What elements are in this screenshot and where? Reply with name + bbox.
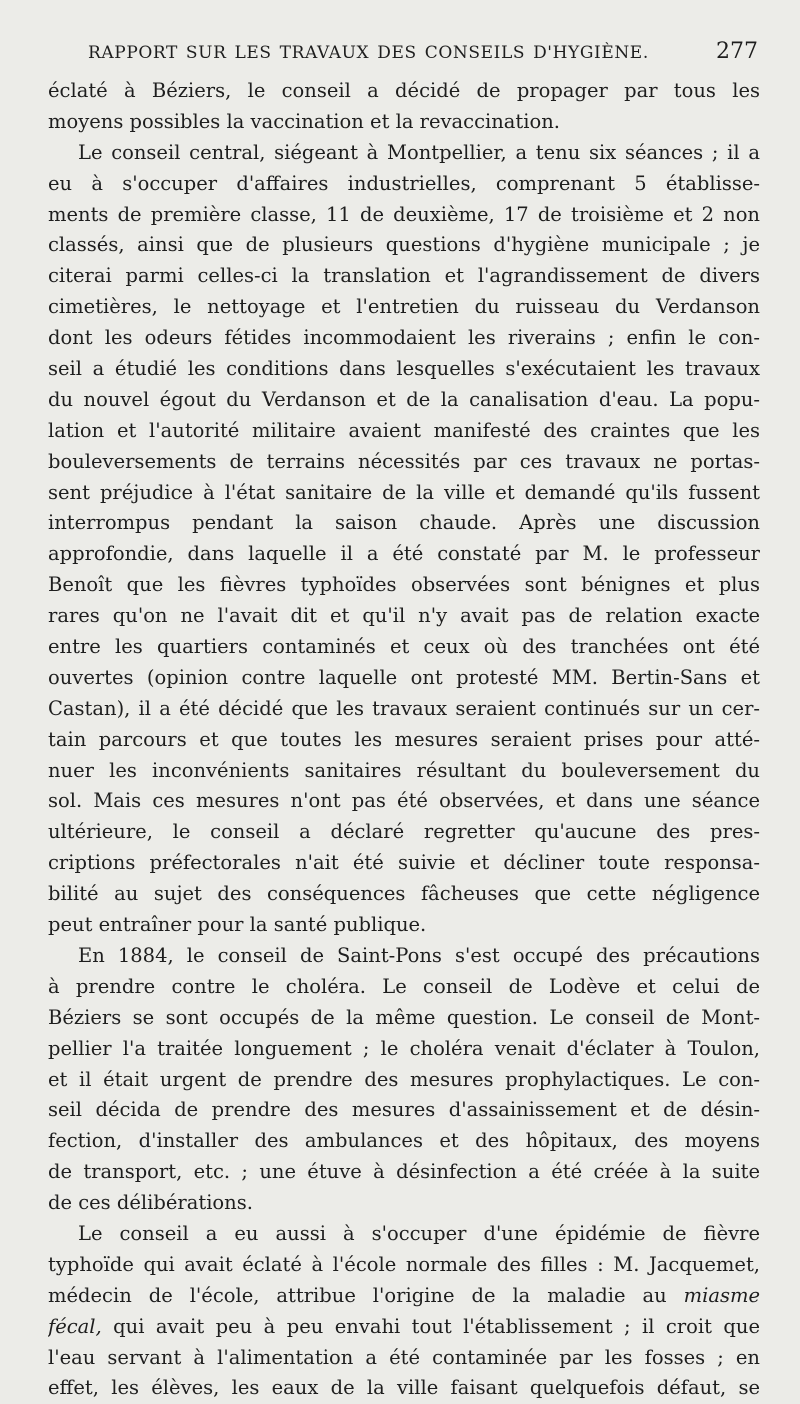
text-line: entre les quartiers contaminés et ceux où des tranchées ont été bbox=[48, 635, 760, 659]
text-line: sent préjudice à l'état sanitaire de la ville et demandé qu'ils fussent bbox=[48, 480, 760, 504]
text-line: dont les odeurs fétides incommodaient les riverains ; enfin le con- bbox=[48, 326, 760, 350]
text-line: Benoît que les fièvres typhoïdes observées sont bénignes et plus bbox=[48, 573, 760, 597]
text-line: seil a étudié les conditions dans lesquelles s'exécutaient les travaux bbox=[48, 357, 760, 381]
text-line: nuer les inconvénients sanitaires résultant du bouleversement du bbox=[48, 758, 760, 782]
text-line: ultérieure, le conseil a déclaré regretter qu'aucune des pres- bbox=[48, 820, 760, 844]
text-line: classés, ainsi que de plusieurs questions d'hygiène municipale ; je bbox=[48, 233, 760, 257]
text-line: cimetières, le nettoyage et l'entretien du ruisseau du Verdanson bbox=[48, 295, 760, 319]
text-line: de ces délibérations. bbox=[48, 1191, 253, 1215]
text-segment: qui avait peu à peu envahi tout l'établissement ; il croit que bbox=[101, 1314, 760, 1338]
body-text bbox=[48, 76, 760, 1404]
text-line: l'eau servant à l'alimentation a été contaminée par les fosses ; en bbox=[48, 1345, 760, 1369]
text-line: tain parcours et que toutes les mesures seraient prises pour atté- bbox=[48, 727, 760, 751]
text-line bbox=[48, 1281, 760, 1312]
text-line: rares qu'on ne l'avait dit et qu'il n'y avait pas de relation exacte bbox=[48, 604, 760, 628]
text-line: typhoïde qui avait éclaté à l'école normale des filles : M. Jacquemet, bbox=[48, 1252, 760, 1276]
text-line: eu à s'occuper d'affaires industrielles, comprenant 5 établisse- bbox=[48, 171, 760, 195]
text-line: éclaté à Béziers, le conseil a décidé de propager par tous les bbox=[48, 79, 760, 102]
text-line: du nouvel égout du Verdanson et de la canalisation d'eau. La popu- bbox=[48, 387, 760, 411]
text-line: de transport, etc. ; une étuve à désinfection a été créée à la suite bbox=[48, 1160, 760, 1184]
text-line: peut entraîner pour la santé publique. bbox=[48, 913, 427, 937]
text-line: sol. Mais ces mesures n'ont pas été observées, et dans une séance bbox=[48, 789, 760, 813]
text-line: approfondie, dans laquelle il a été constaté par M. le professeur bbox=[48, 542, 760, 566]
running-header bbox=[48, 30, 760, 74]
text-line: En 1884, le conseil de Saint-Pons s'est occupé des précautions bbox=[78, 943, 760, 967]
text-line: criptions préfectorales n'ait été suivie et décliner toute responsa- bbox=[48, 851, 760, 875]
text-line: à prendre contre le choléra. Le conseil de Lodève et celui de bbox=[48, 974, 760, 998]
text-segment: médecin de l'école, attribue l'origine de la maladie au bbox=[48, 1283, 667, 1307]
text-line: seil décida de prendre des mesures d'assainissement et de désin- bbox=[48, 1098, 760, 1122]
text-line: Béziers se sont occupés de la même question. Le conseil de Mont- bbox=[48, 1005, 760, 1029]
text-line: Castan), il a été décidé que les travaux seraient continués sur un cer- bbox=[48, 696, 760, 720]
italic-term: fécal, bbox=[48, 1314, 102, 1338]
running-title: RAPPORT SUR LES TRAVAUX DES CONSEILS D'HYGIÈNE. bbox=[88, 43, 649, 63]
text-line: ments de première classe, 11 de deuxième, 17 de troisième et 2 non bbox=[48, 202, 760, 226]
text-line: citerai parmi celles-ci la translation et l'agrandissement de divers bbox=[48, 264, 760, 288]
text-line: fection, d'installer des ambulances et des hôpitaux, des moyens bbox=[48, 1129, 760, 1153]
text-line: ouvertes (opinion contre laquelle ont protesté MM. Bertin-Sans et bbox=[48, 665, 760, 689]
text-line: interrompus pendant la saison chaude. Après une discussion bbox=[48, 511, 760, 535]
text-line: Le conseil central, siégeant à Montpellier, a tenu six séances ; il a bbox=[78, 140, 760, 164]
page-number: 277 bbox=[716, 39, 758, 64]
italic-term: miasme bbox=[683, 1283, 760, 1307]
text-line: moyens possibles la vaccination et la revaccination. bbox=[48, 109, 560, 133]
text-line: bilité au sujet des conséquences fâcheuses que cette négligence bbox=[48, 882, 760, 906]
text-line: Le conseil a eu aussi à s'occuper d'une épidémie de fièvre bbox=[78, 1221, 760, 1245]
text-line bbox=[48, 1312, 760, 1343]
text-line: bouleversements de terrains nécessités par ces travaux ne portas- bbox=[48, 449, 760, 473]
text-line: et il était urgent de prendre des mesures prophylactiques. Le con- bbox=[48, 1067, 760, 1091]
text-line: lation et l'autorité militaire avaient manifesté des craintes que les bbox=[48, 418, 760, 442]
text-line: pellier l'a traitée longuement ; le choléra venait d'éclater à Toulon, bbox=[48, 1036, 760, 1060]
text-line: effet, les élèves, les eaux de la ville faisant quelquefois défaut, se bbox=[48, 1376, 760, 1400]
